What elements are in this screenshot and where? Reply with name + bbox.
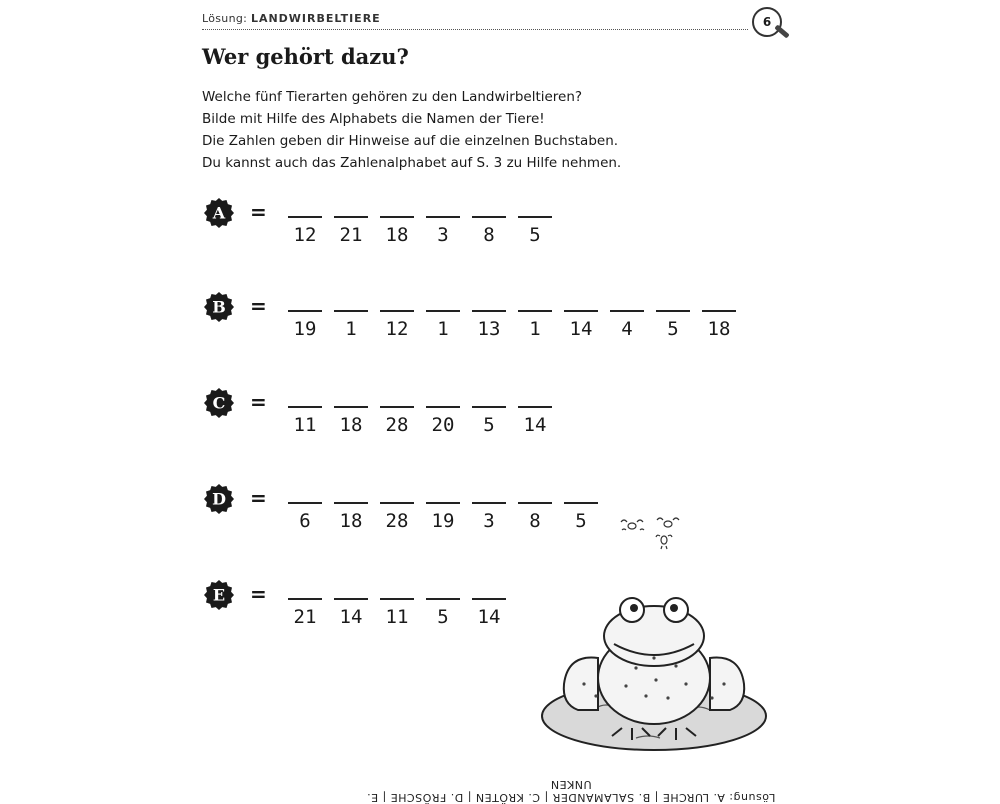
letter-number-hint: 5 bbox=[483, 414, 495, 436]
answer-blank-line[interactable] bbox=[518, 216, 552, 218]
row-letter: E bbox=[212, 585, 226, 605]
equals-sign: = bbox=[250, 486, 267, 510]
header-label bbox=[202, 12, 381, 25]
letter-number-hint: 5 bbox=[667, 318, 679, 340]
answer-blank-line[interactable] bbox=[518, 502, 552, 504]
letter-number-hint: 3 bbox=[437, 224, 449, 246]
answer-blank-line[interactable] bbox=[472, 310, 506, 312]
answer-blank-line[interactable] bbox=[472, 406, 506, 408]
puzzle-row bbox=[204, 484, 610, 564]
letter-number-hint: 11 bbox=[385, 606, 409, 628]
letter-number-hint: 12 bbox=[293, 224, 317, 246]
answer-blank-line[interactable] bbox=[472, 598, 506, 600]
answer-blank-line[interactable] bbox=[288, 216, 322, 218]
row-letter-badge bbox=[204, 292, 234, 322]
equals-sign: = bbox=[250, 294, 267, 318]
header-dotted-rule bbox=[202, 29, 748, 30]
answer-blank-line[interactable] bbox=[334, 406, 368, 408]
answer-blank-line[interactable] bbox=[702, 310, 736, 312]
instruction-line: Die Zahlen geben dir Hinweise auf die einzelnen Buchstaben. bbox=[202, 133, 619, 149]
letter-number-hint: 28 bbox=[385, 414, 409, 436]
answer-blank-line[interactable] bbox=[380, 216, 414, 218]
row-letter-badge bbox=[204, 198, 234, 228]
letter-number-hint: 8 bbox=[529, 510, 541, 532]
answer-blank-line[interactable] bbox=[426, 406, 460, 408]
letter-number-hint: 28 bbox=[385, 510, 409, 532]
letter-number-hint: 21 bbox=[339, 224, 363, 246]
letter-number-hint: 18 bbox=[707, 318, 731, 340]
puzzle-row bbox=[204, 580, 518, 660]
page-number: 6 bbox=[762, 15, 772, 29]
letter-number-hint: 19 bbox=[293, 318, 317, 340]
answer-blank-line[interactable] bbox=[380, 502, 414, 504]
letter-number-hint: 6 bbox=[299, 510, 311, 532]
row-letter: A bbox=[212, 203, 226, 223]
letter-number-hint: 8 bbox=[483, 224, 495, 246]
puzzle-row bbox=[204, 292, 748, 372]
letter-number-hint: 18 bbox=[339, 510, 363, 532]
letter-number-hint: 21 bbox=[293, 606, 317, 628]
row-letter-badge bbox=[204, 484, 234, 514]
answer-blank-line[interactable] bbox=[288, 502, 322, 504]
header-label-topic: LANDWIRBELTIERE bbox=[250, 12, 381, 25]
answer-blank-line[interactable] bbox=[334, 216, 368, 218]
answer-blank-line[interactable] bbox=[518, 406, 552, 408]
letter-number-hint: 14 bbox=[523, 414, 547, 436]
answer-blank-line[interactable] bbox=[426, 598, 460, 600]
answer-blank-line[interactable] bbox=[656, 310, 690, 312]
letter-number-hint: 14 bbox=[569, 318, 593, 340]
row-letter: B bbox=[212, 297, 226, 317]
answer-blank-line[interactable] bbox=[564, 502, 598, 504]
letter-number-hint: 1 bbox=[437, 318, 449, 340]
answer-blank-line[interactable] bbox=[426, 216, 460, 218]
answer-blank-line[interactable] bbox=[380, 310, 414, 312]
letter-number-hint: 5 bbox=[575, 510, 587, 532]
answer-blank-line[interactable] bbox=[518, 310, 552, 312]
page-title: Wer gehört dazu? bbox=[202, 44, 409, 69]
letter-number-hint: 4 bbox=[621, 318, 633, 340]
letter-number-hint: 5 bbox=[529, 224, 541, 246]
instruction-line: Welche fünf Tierarten gehören zu den Landwirbeltieren? bbox=[202, 89, 583, 105]
letter-number-hint: 14 bbox=[477, 606, 501, 628]
row-letter-badge bbox=[204, 580, 234, 610]
letter-number-hint: 14 bbox=[339, 606, 363, 628]
instruction-line: Du kannst auch das Zahlenalphabet auf S. 3 zu Hilfe nehmen. bbox=[202, 155, 622, 171]
letter-number-hint: 13 bbox=[477, 318, 501, 340]
letter-number-hint: 20 bbox=[431, 414, 455, 436]
row-letter-badge bbox=[204, 388, 234, 418]
letter-number-hint: 1 bbox=[529, 318, 541, 340]
letter-number-hint: 19 bbox=[431, 510, 455, 532]
row-letter: D bbox=[212, 489, 226, 509]
letter-number-hint: 18 bbox=[385, 224, 409, 246]
letter-number-hint: 18 bbox=[339, 414, 363, 436]
letter-number-hint: 3 bbox=[483, 510, 495, 532]
answer-blank-line[interactable] bbox=[426, 310, 460, 312]
puzzle-row bbox=[204, 198, 564, 278]
answer-blank-line[interactable] bbox=[610, 310, 644, 312]
instruction-line: Bilde mit Hilfe des Alphabets die Namen der Tiere! bbox=[202, 111, 545, 127]
letter-number-hint: 1 bbox=[345, 318, 357, 340]
answer-blank-line[interactable] bbox=[334, 598, 368, 600]
instructions bbox=[202, 86, 621, 174]
equals-sign: = bbox=[250, 390, 267, 414]
row-letter: C bbox=[212, 393, 226, 413]
equals-sign: = bbox=[250, 200, 267, 224]
equals-sign: = bbox=[250, 582, 267, 606]
letter-number-hint: 5 bbox=[437, 606, 449, 628]
puzzle-row bbox=[204, 388, 564, 468]
letter-number-hint: 12 bbox=[385, 318, 409, 340]
answer-blank-line[interactable] bbox=[472, 502, 506, 504]
answer-blank-line[interactable] bbox=[288, 310, 322, 312]
flies-illustration bbox=[618, 516, 698, 552]
answer-blank-line[interactable] bbox=[380, 598, 414, 600]
answer-blank-line[interactable] bbox=[288, 598, 322, 600]
answer-blank-line[interactable] bbox=[380, 406, 414, 408]
frog-on-lily-pad-illustration bbox=[536, 588, 772, 756]
answer-blank-line[interactable] bbox=[472, 216, 506, 218]
page-number-badge bbox=[752, 7, 782, 37]
header-label-prefix: Lösung: bbox=[202, 12, 248, 25]
answer-blank-line[interactable] bbox=[334, 502, 368, 504]
answer-blank-line[interactable] bbox=[288, 406, 322, 408]
answer-blank-line[interactable] bbox=[334, 310, 368, 312]
letter-number-hint: 11 bbox=[293, 414, 317, 436]
answer-blank-line[interactable] bbox=[564, 310, 598, 312]
answer-blank-line[interactable] bbox=[426, 502, 460, 504]
upside-down-answer-key: Lösung: A. LURCHE | B. SALAMANDER | C. KRÖTEN | D. FRÖSCHE | E. UNKEN bbox=[366, 778, 776, 804]
